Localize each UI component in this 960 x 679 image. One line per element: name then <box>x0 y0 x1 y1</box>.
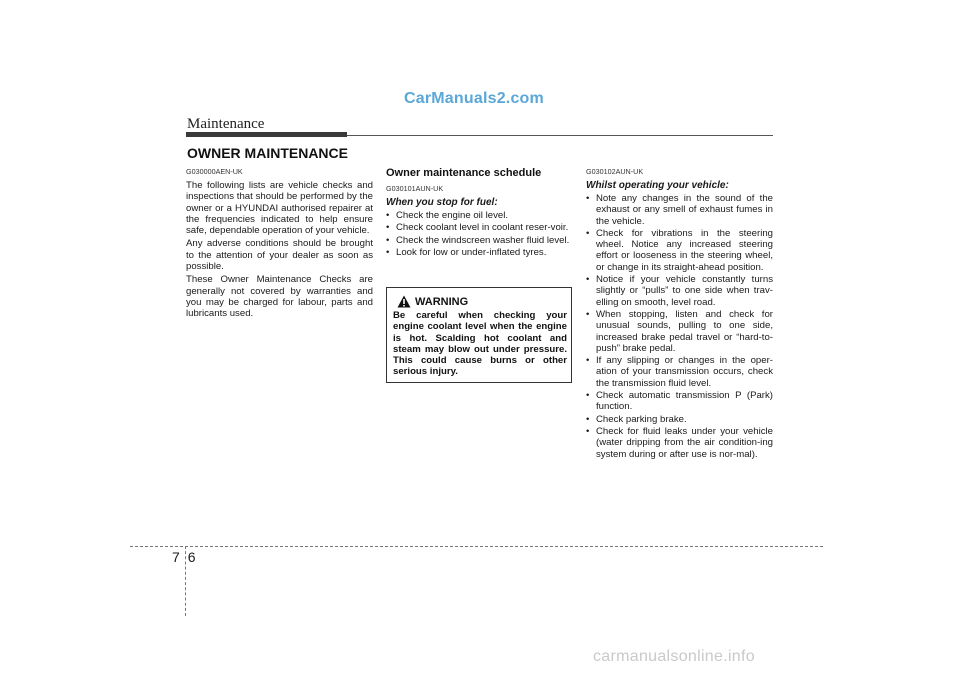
operating-list <box>586 193 773 460</box>
list-item-text: Check automatic transmission P (Park) function. <box>596 390 773 413</box>
bullet-icon: • <box>386 234 390 246</box>
list-item-text: Check coolant level in coolant reser-voir. <box>396 222 569 234</box>
bullet-icon: • <box>586 390 590 402</box>
list-item-text: Check for fluid leaks under your vehicle (water dripping from the air condition-ing system during or after use is nor-mal). <box>596 425 773 460</box>
list-item <box>586 228 773 273</box>
bullet-icon: • <box>586 355 590 367</box>
bullet-icon: • <box>586 274 590 286</box>
list-item-text: When stopping, listen and check for unusual sounds, pulling to one side, increased brake pedal travel or “hard-to-push” brake pedal. <box>596 308 773 354</box>
footer-rule <box>130 546 823 547</box>
list-item <box>586 309 773 354</box>
list-item <box>386 235 573 246</box>
bullet-icon: • <box>586 425 590 437</box>
list-item-text: Check the engine oil level. <box>396 210 508 221</box>
list-item-text: Check the windscreen washer fluid level. <box>396 234 570 246</box>
bullet-icon: • <box>386 246 390 258</box>
column-2 <box>386 167 573 259</box>
list-item <box>386 222 573 233</box>
paragraph-warranty: These Owner Maintenance Checks are generally not covered by warranties and you may be charged for labour, parts and lubricants used. <box>186 274 373 320</box>
column-3 <box>586 167 773 461</box>
subheading-operating: Whilst operating your vehicle: <box>586 180 729 191</box>
reference-code: G030101AUN-UK <box>386 184 444 193</box>
column-1 <box>186 167 373 322</box>
reference-code: G030102AUN-UK <box>586 167 644 176</box>
list-item <box>586 274 773 308</box>
list-item-text: Look for low or under-inflated tyres. <box>396 246 547 258</box>
watermark-bottom: carmanualsonline.info <box>593 648 755 665</box>
warning-text: Be careful when checking your engine coolant level when the engine is hot. Scalding hot coolant and steam may blow out under pressure. This could cause burns or other serious injury. <box>393 310 567 378</box>
warning-title: WARNING <box>415 296 469 308</box>
list-item <box>586 426 773 460</box>
header-rule-thin <box>347 135 773 136</box>
subheading-fuel-stop: When you stop for fuel: <box>386 197 498 208</box>
paragraph-intro: The following lists are vehicle checks and inspections that should be performed by the owner or a HYUNDAI authorised repairer at the frequencies indicated to help ensure safe, dependable operation of your vehicle. <box>186 180 373 237</box>
page-number: 76 <box>172 549 204 565</box>
section-title: OWNER MAINTENANCE <box>187 145 348 161</box>
list-item-text: Note any changes in the sound of the exhaust or any smell of exhaust fumes in the vehicle. <box>596 193 773 227</box>
list-item <box>586 355 773 389</box>
bullet-icon: • <box>586 193 590 204</box>
list-item-text: Check parking brake. <box>596 413 687 425</box>
paragraph-adverse: Any adverse conditions should be brought to the attention of your dealer as soon as possible. <box>186 238 373 273</box>
bullet-icon: • <box>586 413 590 425</box>
list-item <box>586 414 773 425</box>
bullet-icon: • <box>586 227 590 239</box>
bullet-icon: • <box>386 210 390 221</box>
list-item <box>586 390 773 413</box>
running-header: Maintenance <box>187 116 265 132</box>
bullet-icon: • <box>586 308 590 320</box>
list-item <box>386 247 573 258</box>
list-item-text: If any slipping or changes in the oper-ation of your transmission occurs, check the transmission fluid level. <box>596 355 773 389</box>
header-rule-thick <box>186 132 347 137</box>
list-item <box>386 210 573 221</box>
bullet-icon: • <box>386 222 390 234</box>
list-item <box>586 193 773 227</box>
fuel-stop-list <box>386 210 573 258</box>
reference-code: G030000AEN-UK <box>186 167 243 176</box>
subheading-schedule: Owner maintenance schedule <box>386 167 542 179</box>
warning-triangle-icon <box>397 295 411 308</box>
warning-box <box>386 287 572 383</box>
list-item-text: Notice if your vehicle constantly turns slightly or “pulls” to one side when trav-elling on smooth, level road. <box>596 274 773 308</box>
list-item-text: Check for vibrations in the steering wheel. Notice any increased steering effort or looseness in the steering wheel, or change in its straight-ahead position. <box>596 227 773 273</box>
watermark-top: CarManuals2.com <box>404 90 544 107</box>
